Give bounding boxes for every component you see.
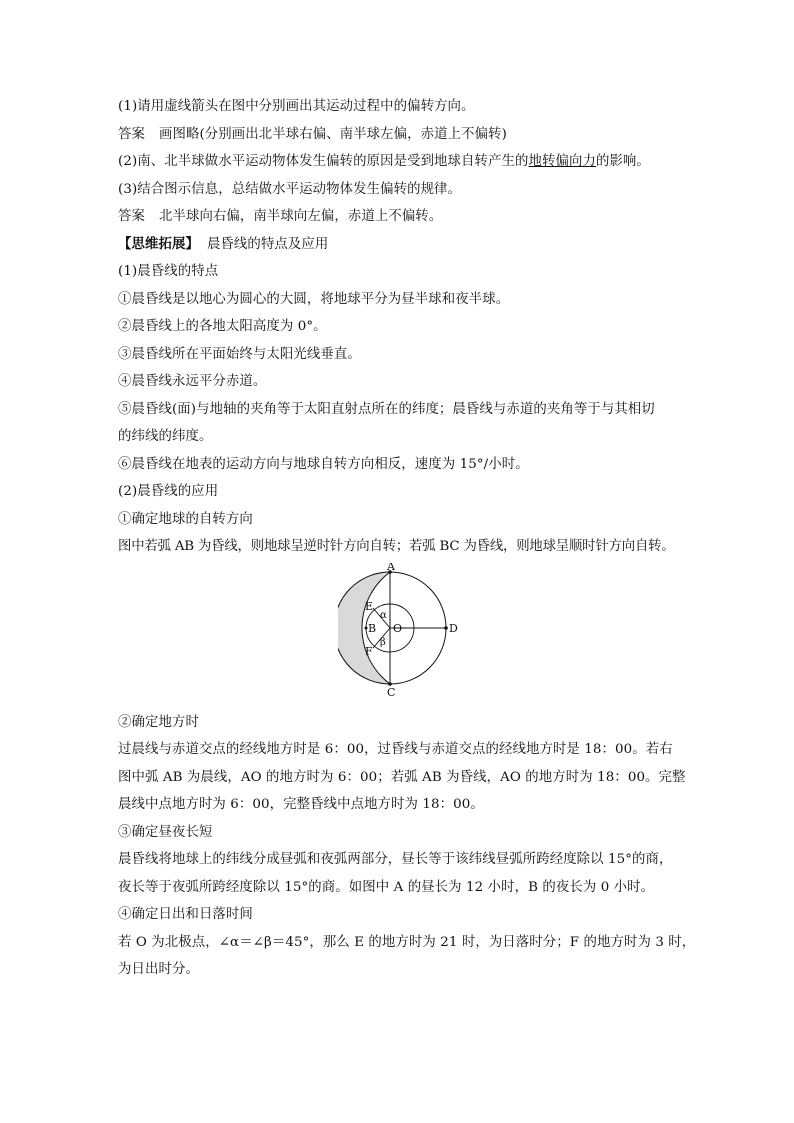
- label-a: A: [387, 562, 395, 573]
- answer-text: 画图略(分别画出北半球右偏、南半球左偏，赤道上不偏转): [158, 126, 507, 142]
- sunrise-text: 为日出时分。: [118, 962, 199, 977]
- question-2: [118, 148, 684, 176]
- document-body: [118, 93, 696, 984]
- terminator-diagram: [118, 561, 684, 709]
- local-time-text: 过晨线与赤道交点的经线地方时是 6：00，过昏线与赤道交点的经线地方时是 18：00。若右: [118, 742, 673, 757]
- feature-item: ②晨昏线上的各地太阳高度为 0°。: [118, 319, 327, 334]
- night-region: [338, 572, 390, 684]
- label-f: F: [365, 644, 373, 658]
- local-time-title: ②确定地方时: [118, 714, 199, 730]
- feature-item: ④晨昏线永远平分赤道。: [118, 374, 267, 389]
- applications-heading: (2)晨昏线的应用: [118, 484, 219, 499]
- label-e: E: [365, 599, 374, 613]
- feature-item: ①晨昏线是以地心为圆心的大圆，将地球平分为昼半球和夜半球。: [118, 291, 510, 307]
- label-d: D: [449, 621, 458, 635]
- expand-title: 【思维拓展】: [118, 235, 199, 252]
- question-2-text: (2)南、北半球做水平运动物体发生偏转的原因是受到地球自转产生的: [118, 154, 529, 169]
- sunrise-title: ④确定日出和日落时间: [118, 907, 253, 922]
- expand-heading: [118, 231, 684, 259]
- answer-3: [118, 203, 684, 231]
- question-3: (3)结合图示信息，总结做水平运动物体发生偏转的规律。: [118, 181, 462, 197]
- underlined-answer: 地转偏向力: [528, 154, 596, 169]
- label-o: O: [393, 621, 403, 635]
- feature-item: ③晨昏线所在平面始终与太阳光线垂直。: [118, 346, 361, 362]
- label-b: B: [368, 621, 377, 635]
- sunrise-text: 若 O 为北极点，∠α＝∠β＝45°，那么 E 的地方时为 21 时，为日落时分；F 的地方时为 3 时，: [118, 934, 696, 950]
- label-beta: β: [380, 636, 386, 648]
- expand-subtitle: 晨昏线的特点及应用: [206, 236, 329, 252]
- feature-item: 的纬线的纬度。: [118, 429, 213, 444]
- label-alpha: α: [380, 609, 387, 621]
- day-length-text: 夜长等于夜弧所跨经度除以 15°的商。如图中 A 的昼长为 12 小时，B 的夜长为 0 小时。: [118, 879, 655, 895]
- day-length-title: ③确定昼夜长短: [118, 824, 213, 840]
- point-d: [444, 626, 448, 630]
- local-time-text: 晨线中点地方时为 6：00，完整昏线中点地方时为 18：00。: [118, 797, 484, 812]
- answer-label: 答案: [118, 126, 145, 142]
- answer-1: [118, 121, 684, 149]
- answer-label: 答案: [118, 209, 145, 224]
- feature-item: ⑤晨昏线(面)与地轴的夹角等于太阳直射点所在的纬度；晨昏线与赤道的夹角等于与其相切: [118, 401, 655, 417]
- rotation-title: ①确定地球的自转方向: [118, 511, 253, 527]
- label-c: C: [387, 685, 396, 697]
- local-time-text: 图中弧 AB 为晨线，AO 的地方时为 6：00；若弧 AB 为昏线，AO 的地方时为 18：00。完整: [118, 769, 686, 785]
- question-1: (1)请用虚线箭头在图中分别画出其运动过程中的偏转方向。: [118, 99, 475, 114]
- terminator-diagram-svg: [338, 563, 468, 697]
- day-length-text: 晨昏线将地球上的纬线分成昼弧和夜弧两部分，昼长等于该纬线昼弧所跨经度除以 15°的商，: [118, 852, 673, 867]
- rotation-text: 图中若弧 AB 为昏线，则地球呈逆时针方向自转；若弧 BC 为昏线，则地球呈顺时针方向自转。: [118, 539, 675, 554]
- feature-item: ⑥晨昏线在地表的运动方向与地球自转方向相反，速度为 15°/小时。: [118, 456, 529, 472]
- features-heading: (1)晨昏线的特点: [118, 264, 219, 279]
- answer-text: 北半球向右偏，南半球向左偏，赤道上不偏转。: [158, 209, 443, 224]
- question-2-tail: 的影响。: [595, 154, 650, 169]
